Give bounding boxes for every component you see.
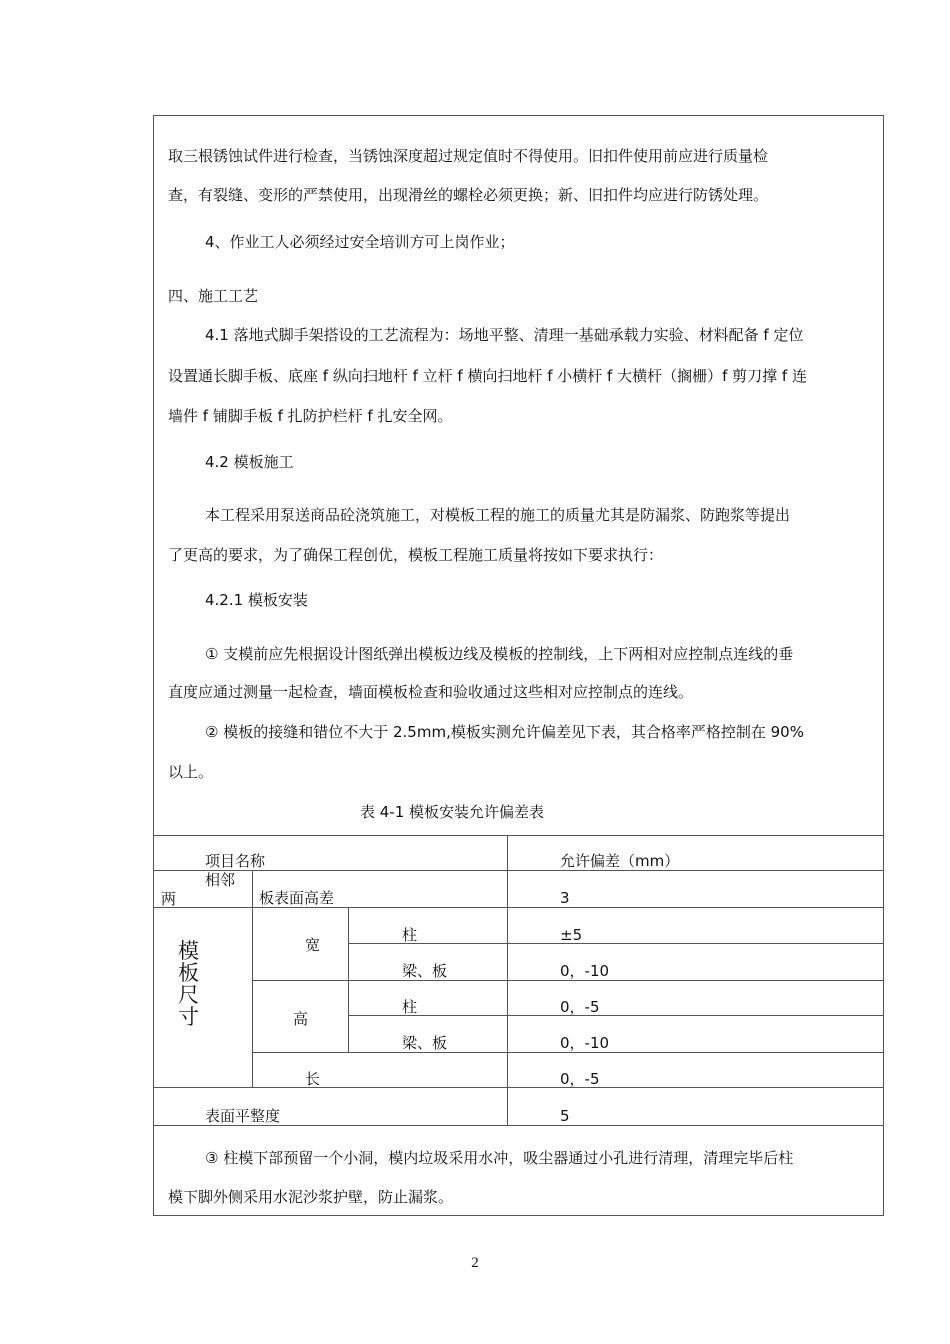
table-border: [153, 1087, 884, 1088]
paragraph-line: ③ 柱模下部预留一个小洞，模内垃圾采用水冲，吸尘器通过小孔进行清理，清理完毕后柱: [205, 1149, 794, 1167]
cell-column: 柱: [402, 926, 418, 944]
cell-value: ±5: [560, 926, 583, 944]
group-label: 寸: [178, 1005, 199, 1029]
paragraph-line: 墙件 f 铺脚手板 f 扎防护栏杆 f 扎安全网。: [168, 407, 453, 425]
cell-value: 0，-10: [560, 962, 610, 980]
cell-value: 3: [560, 889, 570, 907]
paragraph-line: ① 支模前应先根据设计图纸弹出模板边线及模板的控制线，上下两相对应控制点连线的垂: [205, 645, 794, 663]
cell-value: 0，-10: [560, 1034, 610, 1052]
cell-width: 宽: [305, 936, 321, 954]
subsection-heading: 4.2.1 模板安装: [205, 591, 308, 609]
table-border: [507, 835, 508, 1125]
paragraph-line: 了更高的要求，为了确保工程创优，模板工程施工质量将按如下要求执行：: [168, 546, 664, 564]
paragraph-line: 查，有裂缝、变形的严禁使用，出现滑丝的螺栓必须更换；新、旧扣件均应进行防锈处理。: [168, 186, 769, 204]
table-border: [348, 943, 884, 944]
table-border: [252, 870, 253, 1087]
cell-surface-height-diff: 板表面高差: [259, 889, 335, 907]
paragraph-line: 以上。: [168, 763, 214, 781]
cell-beam-slab: 梁、板: [402, 1034, 448, 1052]
group-label: 尺: [178, 983, 199, 1007]
table-border: [153, 835, 884, 836]
cell-beam-slab: 梁、板: [402, 962, 448, 980]
header-deviation: 允许偏差（mm）: [560, 852, 680, 870]
header-item-name: 项目名称: [205, 852, 266, 870]
group-label: 模: [178, 939, 199, 963]
cell-height: 高: [293, 1010, 309, 1028]
paragraph-line: 设置通长脚手板、底座 f 纵向扫地杆 f 立杆 f 横向扫地杆 f 小横杆 f 大横杆（搁栅）f 剪刀撑 f 连: [168, 367, 807, 385]
group-label: 板: [178, 961, 199, 985]
paragraph-line: 4、作业工人必须经过安全培训方可上岗作业；: [205, 233, 515, 251]
page-number: 2: [471, 1255, 479, 1271]
cell-value: 0，-5: [560, 1070, 600, 1088]
paragraph-line: 直度应通过测量一起检查，墙面模板检查和验收通过这些相对应控制点的连线。: [168, 683, 694, 701]
page-frame: [153, 115, 884, 1216]
paragraph-line: 模下脚外侧采用水泥沙浆护壁，防止漏浆。: [168, 1188, 454, 1206]
paragraph-line: 取三根锈蚀试件进行检查，当锈蚀深度超过规定值时不得使用。旧扣件使用前应进行质量检: [168, 147, 769, 165]
paragraph-line: 本工程采用泵送商品砼浇筑施工，对模板工程的施工的质量尤其是防漏浆、防跑浆等提出: [205, 506, 791, 524]
subsection-heading: 4.2 模板施工: [205, 453, 294, 471]
table-border: [348, 907, 349, 1052]
table-title: 表 4-1 模板安装允许偏差表: [360, 803, 545, 821]
cell-adjacent: 相邻: [205, 871, 236, 889]
cell-two: 两: [161, 890, 177, 908]
table-border: [348, 1015, 884, 1016]
paragraph-line: 4.1 落地式脚手架搭设的工艺流程为：场地平整、清理一基础承载力实验、材料配备 f 定位: [205, 326, 804, 344]
section-heading: 四、施工工艺: [168, 287, 259, 305]
cell-value: 0，-5: [560, 998, 600, 1016]
cell-value: 5: [560, 1107, 570, 1125]
cell-column: 柱: [402, 998, 418, 1016]
cell-flatness: 表面平整度: [205, 1107, 281, 1125]
cell-length: 长: [305, 1070, 321, 1088]
paragraph-line: ② 模板的接缝和错位不大于 2.5mm,模板实测允许偏差见下表，其合格率严格控制在 90%: [205, 723, 804, 741]
